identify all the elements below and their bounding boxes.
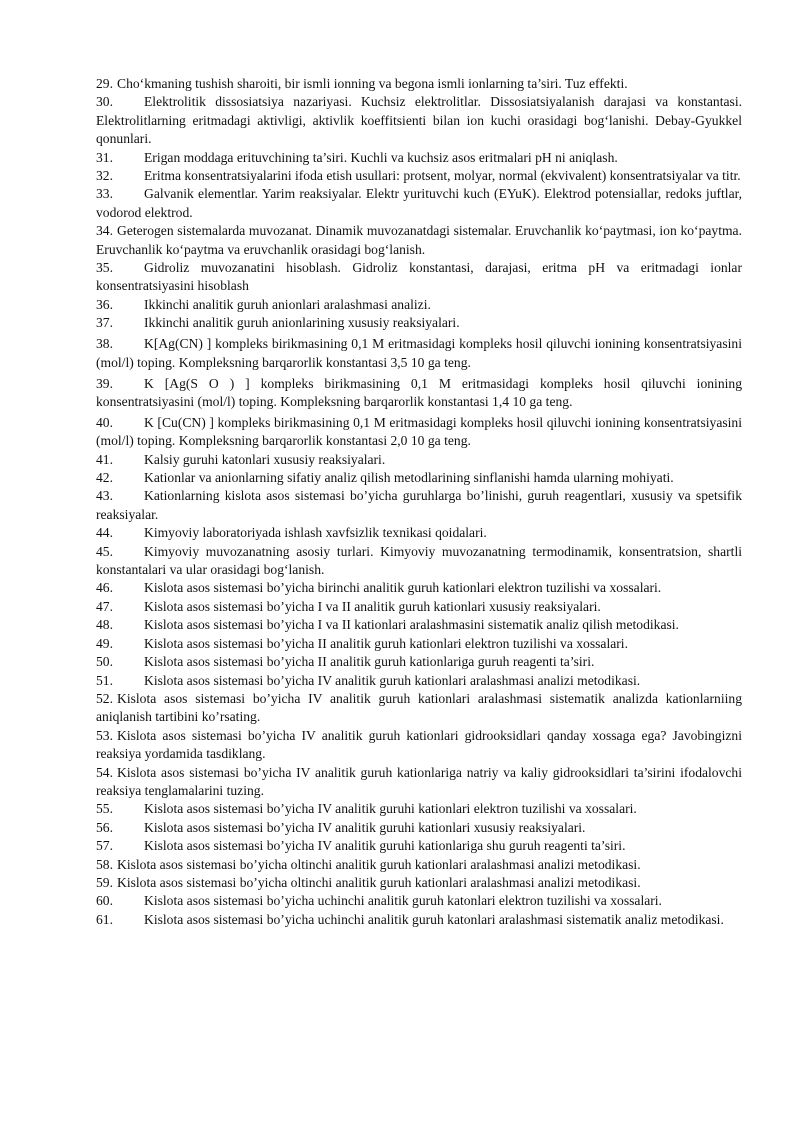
list-item	[96, 93, 742, 148]
item-number: 37.	[96, 315, 113, 331]
list-item	[96, 579, 742, 597]
item-number: 48.	[96, 617, 113, 633]
item-number: 50.	[96, 654, 113, 670]
item-text: Kislota asos sistemasi bo’yicha uchinchi analitik guruh katonlari aralashmasi sistematik analiz metodikasi.	[144, 911, 724, 927]
item-text: Kislota asos sistemasi bo’yicha IV analitik guruh kationlari gidrooksidlari qanday xossaga ega? Javobingizni reaksiya yordamida tasdiklang.	[96, 727, 742, 762]
item-number: 42.	[96, 470, 113, 486]
list-item	[96, 487, 742, 524]
list-item	[96, 672, 742, 690]
list-item	[96, 222, 742, 259]
list-item	[96, 259, 742, 296]
item-text: Eritma konsentratsiyalarini ifoda etish usullari: protsent, molyar, normal (ekvivalent) konsentratsiyalar va titr.	[144, 168, 741, 184]
item-number: 36.	[96, 296, 113, 312]
item-text: Kalsiy guruhi katonlari xususiy reaksiyalari.	[144, 451, 386, 467]
item-number: 32.	[96, 168, 113, 184]
item-text: K[Ag(CN) ] kompleks birikmasining 0,1 M eritmasidagi kompleks hosil qiluvchi ionining konsentratsiyasini (mol/l) toping. Kompleksning barqarorlik konstantasi 3,5 10 ga teng.	[96, 336, 742, 370]
list-item	[96, 764, 742, 801]
item-number: 61.	[96, 911, 113, 927]
item-number: 45.	[96, 543, 113, 559]
list-item	[96, 653, 742, 671]
item-number: 54.	[96, 764, 113, 780]
list-item	[96, 524, 742, 542]
item-text: Kislota asos sistemasi bo’yicha IV analitik guruhi kationlari elektron tuzilishi va xossalari.	[144, 801, 637, 817]
list-item	[96, 185, 742, 222]
list-item	[96, 598, 742, 616]
item-number: 47.	[96, 598, 113, 614]
list-item	[96, 635, 742, 653]
list-item	[96, 149, 742, 167]
item-text: Kislota asos sistemasi bo’yicha oltinchi analitik guruh kationlari aralashmasi analizi metodikasi.	[117, 856, 641, 872]
list-item	[96, 314, 742, 332]
list-item	[96, 727, 742, 764]
item-number: 55.	[96, 801, 113, 817]
item-text: Kislota asos sistemasi bo’yicha IV analitik guruh kationlariga natriy va kaliy gidrooksidlari ta’sirini ifodalovchi reaksiya tenglamalarini tuzing.	[96, 764, 742, 798]
item-number: 29.	[96, 76, 113, 91]
item-number: 51.	[96, 672, 113, 688]
list-item	[96, 167, 742, 185]
item-text: Kislota asos sistemasi bo’yicha birinchi analitik guruh kationlari elektron tuzilishi va xossalari.	[144, 580, 662, 596]
item-number: 31.	[96, 149, 113, 165]
item-number: 38.	[96, 336, 113, 352]
list-item	[96, 837, 742, 855]
item-text: Cho‘kmaning tushish sharoiti, bir ismli ionning va begona ismli ionlarning ta’siri. Tuz effekti.	[117, 76, 628, 91]
item-number: 39.	[96, 375, 113, 391]
item-number: 41.	[96, 451, 113, 467]
list-item	[96, 414, 742, 451]
item-text: Kimyoviy muvozanatning asosiy turlari. Kimyoviy muvozanatning termodinamik, konsentratsion, shartli konstantalari va ular orasidagi bog‘lanish.	[96, 543, 742, 578]
item-number: 33.	[96, 186, 113, 202]
item-text: Kislota asos sistemasi bo’yicha IV analitik guruhi kationlariga shu guruh reagenti ta’siri.	[144, 838, 626, 854]
item-number: 44.	[96, 525, 113, 541]
item-text: Ikkinchi analitik guruh anionlarining xususiy reaksiyalari.	[144, 315, 460, 331]
list-item	[96, 75, 742, 93]
item-number: 40.	[96, 414, 113, 430]
list-item	[96, 892, 742, 910]
list-item	[96, 819, 742, 837]
item-text: Kationlar va anionlarning sifatiy analiz qilish metodlarining sinflanishi hamda ularning mohiyati.	[144, 470, 674, 486]
item-number: 35.	[96, 260, 113, 276]
item-text: K [Cu(CN) ] kompleks birikmasining 0,1 M eritmasidagi kompleks hosil qiluvchi ionining konsentratsiyasini (mol/l) toping. Kompleksning barqarorlik konstantasi 2,0 10 ga teng.	[96, 414, 742, 449]
item-number: 60.	[96, 893, 113, 909]
item-number: 46.	[96, 580, 113, 596]
list-item	[96, 375, 742, 412]
item-text: Kislota asos sistemasi bo’yicha oltinchi analitik guruh kationlari aralashmasi analizi metodikasi.	[117, 874, 641, 890]
item-number: 58.	[96, 856, 113, 872]
item-text: Kislota asos sistemasi bo’yicha I va II analitik guruh kationlari xususiy reaksiyalari.	[144, 598, 601, 614]
item-text: Kislota asos sistemasi bo’yicha II analitik guruh kationlari elektron tuzilishi va xossalari.	[144, 635, 628, 651]
item-text: Kislota asos sistemasi bo’yicha II analitik guruh kationlariga guruh reagenti ta’siri.	[144, 654, 595, 670]
item-text: Kimyoviy laboratoriyada ishlash xavfsizlik texnikasi qoidalari.	[144, 525, 487, 541]
item-number: 52.	[96, 690, 113, 706]
list-item	[96, 469, 742, 487]
item-text: Kationlarning kislota asos sistemasi bo’yicha guruhlarga bo’linishi, guruh reagentlari, xususiy va spetsifik reaksiyalar.	[96, 488, 742, 522]
list-item	[96, 800, 742, 818]
item-text: Kislota asos sistemasi bo’yicha IV analitik guruh kationlari aralashmasi analizi metodikasi.	[144, 672, 641, 688]
list-item	[96, 335, 742, 372]
item-number: 49.	[96, 635, 113, 651]
item-text: Geterogen sistemalarda muvozanat. Dinamik muvozanatdagi sistemalar. Eruvchanlik ko‘paytmasi, ion ko‘paytma. Eruvchanlik ko‘paytma va eruvchanlik orasidagi bog‘lanish.	[96, 223, 742, 257]
list-item	[96, 451, 742, 469]
item-number: 30.	[96, 94, 113, 110]
item-text: Ikkinchi analitik guruh anionlari aralashmasi analizi.	[144, 296, 431, 312]
list-item	[96, 874, 742, 892]
item-text: Kislota asos sistemasi bo’yicha IV analitik guruhi kationlari xususiy reaksiyalari.	[144, 819, 586, 835]
list-item	[96, 616, 742, 634]
item-text: Gidroliz muvozanatini hisoblash. Gidroliz konstantasi, darajasi, eritma pH va eritmadagi ionlar konsentratsiyasini hisoblash	[96, 260, 742, 294]
item-text: Erigan moddaga erituvchining ta’siri. Kuchli va kuchsiz asos eritmalari pH ni aniqlash.	[144, 149, 618, 165]
list-item	[96, 856, 742, 874]
item-number: 43.	[96, 488, 113, 504]
list-item	[96, 911, 742, 929]
item-text: Galvanik elementlar. Yarim reaksiyalar. Elektr yurituvchi kuch (EYuK). Elektrod potensiallar, redoks juftlar, vodorod elektrod.	[96, 186, 742, 220]
item-number: 59.	[96, 874, 113, 890]
item-text: Kislota asos sistemasi bo’yicha uchinchi analitik guruh katonlari elektron tuzilishi va xossalari.	[144, 893, 662, 909]
item-number: 56.	[96, 819, 113, 835]
question-list	[96, 75, 742, 929]
item-number: 53.	[96, 727, 113, 743]
list-item	[96, 543, 742, 580]
item-number: 57.	[96, 838, 113, 854]
item-number: 34.	[96, 223, 113, 239]
list-item	[96, 296, 742, 314]
item-text: Kislota asos sistemasi bo’yicha I va II kationlari aralashmasini sistematik analiz qilish metodikasi.	[144, 617, 679, 633]
list-item	[96, 690, 742, 727]
item-text: Elektrolitik dissosiatsiya nazariyasi. Kuchsiz elektrolitlar. Dissosiatsiyalanish darajasi va konstantasi. Elektrolitlarning eritmadagi aktivligi, aktivlik koeffitsienti bilan ion kuchi orasidagi bog‘lanishi. Debay-Gyukkel qonunlari.	[96, 94, 742, 147]
item-text: K [Ag(S O ) ] kompleks birikmasining 0,1 M eritmasidagi kompleks hosil qiluvchi ionining konsentratsiyasini (mol/l) toping. Kompleksning barqarorlik konstantasi 1,4 10 ga teng.	[96, 375, 742, 409]
item-text: Kislota asos sistemasi bo’yicha IV analitik guruh kationlari aralashmasi sistematik analizda kationlarniing aniqlanish tartibini ko’rsating.	[96, 690, 742, 725]
